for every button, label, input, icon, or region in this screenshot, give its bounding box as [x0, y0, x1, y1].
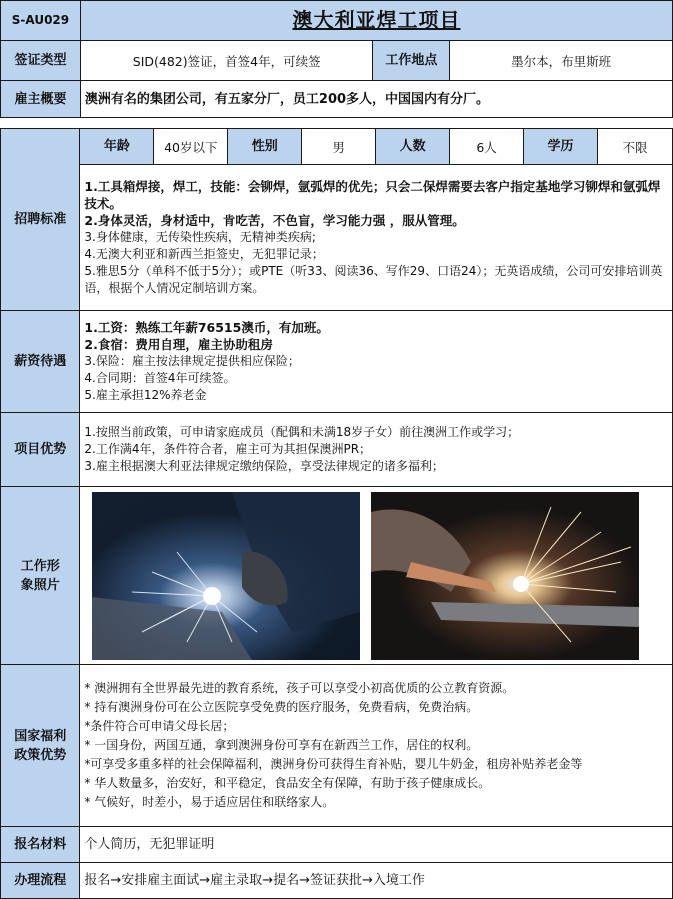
welfare-line: * 华人数量多，治安好，和平稳定，食品安全有保障，有助于孩子健康成长。 — [84, 776, 491, 790]
recruit-details — [80, 165, 673, 311]
salary-details — [80, 311, 673, 413]
welfare-label: 国家福利政策优势 — [1, 665, 80, 827]
main-table — [0, 128, 673, 899]
welfare-line: *条件符合可申请父母长居； — [84, 719, 235, 733]
gender-label: 性别 — [228, 129, 302, 165]
welfare-line: * 持有澳洲身份可在公立医院享受免费的医疗服务，免费看病，免费治病。 — [84, 700, 479, 714]
process-label: 办理流程 — [1, 863, 80, 899]
materials-value: 个人简历，无犯罪证明 — [80, 827, 673, 863]
materials-label: 报名材料 — [1, 827, 80, 863]
process-value: 报名→安排雇主面试→雇主录取→提名→签证获批→入境工作 — [80, 863, 673, 899]
photos-label: 工作形象照片 — [1, 487, 80, 665]
welfare-line: * 气候好，时差小，易于适应居住和联络家人。 — [84, 795, 335, 809]
work-location-label: 工作地点 — [373, 41, 450, 81]
welfare-line: * 一国身份，两国互通，拿到澳洲身份可享有在新西兰工作，居住的权利。 — [84, 738, 479, 752]
employer-summary-label: 雇主概要 — [1, 81, 81, 118]
welding-photo-1 — [92, 492, 360, 660]
top-table — [0, 0, 673, 118]
visa-type-label: 签证类型 — [1, 41, 81, 81]
headcount-label: 人数 — [376, 129, 450, 165]
salary-line: 3.保险：雇主按法律规定提供相应保险； — [84, 354, 300, 368]
advantages-label: 项目优势 — [1, 413, 80, 487]
work-location-value: 墨尔本，布里斯班 — [450, 41, 673, 81]
salary-label: 薪资待遇 — [1, 311, 80, 413]
gender-value: 男 — [302, 129, 376, 165]
welding-photo-2 — [363, 492, 647, 660]
page-title: 澳大利亚焊工项目 — [80, 1, 672, 41]
project-code: S-AU029 — [1, 1, 81, 41]
age-value: 40岁以下 — [154, 129, 228, 165]
welfare-details — [80, 665, 673, 827]
visa-type-value: SID(482)签证，首签4年，可续签 — [80, 41, 373, 81]
salary-line: 2.食宿：费用自理，雇主协助租房 — [84, 337, 273, 352]
advantages-details — [80, 413, 673, 487]
photos-cell — [80, 487, 673, 665]
salary-line: 4.合同期：首签4年可续签。 — [84, 371, 236, 385]
advantage-line: 2.工作满4年，条件符合者，雇主可为其担保澳洲PR； — [84, 442, 372, 456]
advantage-line: 1.按照当前政策，可申请家庭成员（配偶和未满18岁子女）前往澳洲工作或学习； — [84, 425, 520, 439]
employer-summary-value: 澳洲有名的集团公司，有五家分厂，员工200多人，中国国内有分厂。 — [80, 81, 672, 118]
education-label: 学历 — [524, 129, 598, 165]
recruit-line: 5.雅思5分（单科不低于5分）；或PTE（听33、阅读36、写作29、口语24）；无英语成绩，公司可安排培训英语，根据个人情况定制培训方案。 — [84, 264, 663, 295]
recruit-line: 3.身体健康，无传染性疾病，无精神类疾病; — [84, 230, 316, 244]
headcount-value: 6人 — [450, 129, 524, 165]
recruit-line: 4.无澳大利亚和新西兰拒签史，无犯罪记录； — [84, 247, 324, 261]
salary-line: 5.雇主承担12%养老金 — [84, 388, 207, 402]
welfare-line: * 澳洲拥有全世界最先进的教育系统，孩子可以享受小初高优质的公立教育资源。 — [84, 681, 515, 695]
age-label: 年龄 — [80, 129, 154, 165]
welfare-line: *可享受多重多样的社会保障福利，澳洲身份可获得生育补贴，婴儿牛奶金，租房补贴养老金等 — [84, 757, 583, 771]
recruit-line: 1.工具箱焊接，焊工，技能：会铆焊，氩弧焊的优先；只会二保焊需要去客户指定基地学习铆焊和氩弧焊技术。 — [84, 179, 661, 211]
salary-line: 1.工资：熟练工年薪76515澳币，有加班。 — [84, 320, 329, 335]
advantage-line: 3.雇主根据澳大利亚法律规定缴纳保险，享受法律规定的诸多福利； — [84, 459, 444, 473]
education-value: 不限 — [597, 129, 672, 165]
recruit-label: 招聘标准 — [1, 129, 80, 311]
recruit-line: 2.身体灵活，身材适中，肯吃苦，不色盲，学习能力强 ，服从管理。 — [84, 213, 465, 228]
